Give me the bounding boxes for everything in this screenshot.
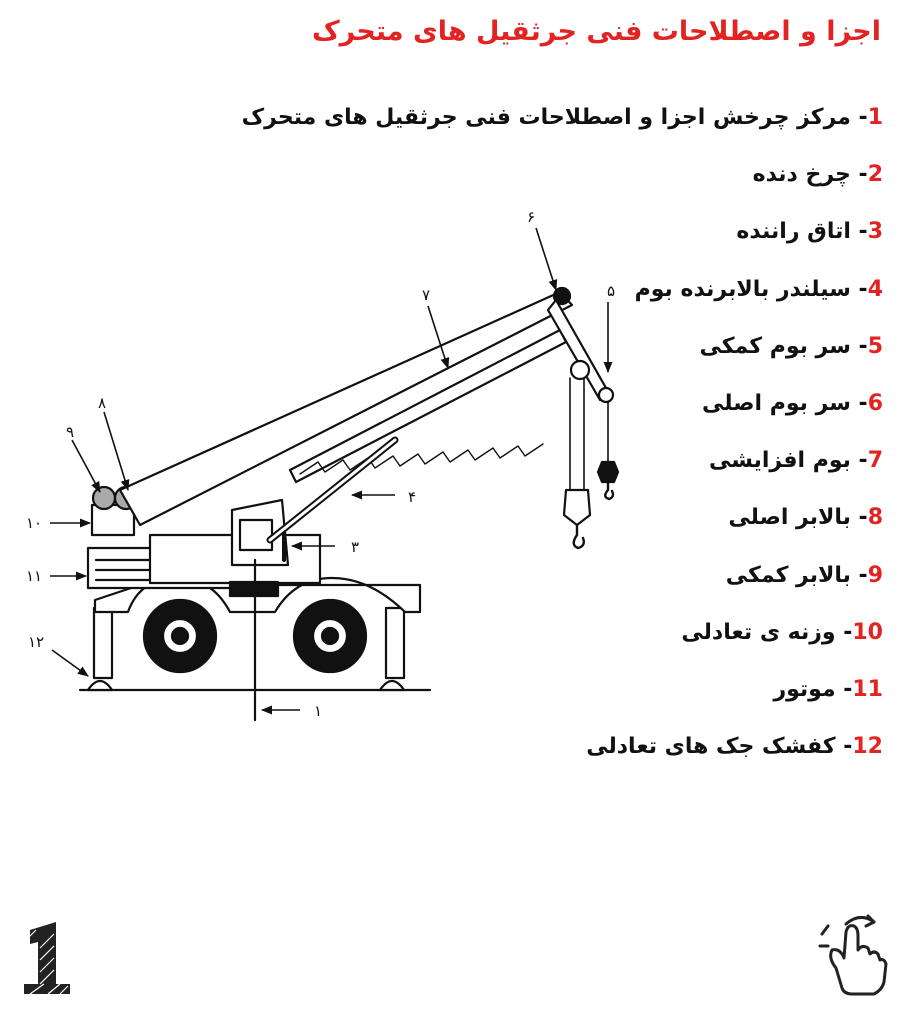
item-name: وزنه ی تعادلی bbox=[681, 619, 836, 645]
label-7: ۷ bbox=[421, 286, 431, 304]
page-number bbox=[16, 918, 86, 998]
outrigger-leg-right bbox=[386, 608, 404, 678]
auxiliary-hoist-drum bbox=[93, 487, 115, 509]
item-name: مرکز چرخش اجزا و اصطلاحات فنی جرثقیل های متحرک bbox=[241, 105, 851, 130]
item-number: 5 bbox=[867, 333, 883, 359]
label-8: ۸ bbox=[97, 394, 107, 412]
list-item: 2- چرخ دنده bbox=[752, 162, 883, 188]
label-6: ۶ bbox=[526, 208, 536, 226]
swipe-hand-icon bbox=[812, 910, 892, 1000]
label-12: ۱۲ bbox=[27, 633, 45, 651]
label-10: ۱۰ bbox=[25, 514, 43, 532]
label-1: ۱ bbox=[313, 702, 323, 720]
item-number: 8 bbox=[867, 505, 883, 531]
jib-head bbox=[548, 300, 610, 400]
item-number: 11 bbox=[852, 676, 883, 702]
outrigger-pad-left bbox=[88, 681, 112, 690]
list-item: 1- مرکز چرخش اجزا و اصطلاحات فنی جرثقیل های متحرک bbox=[241, 105, 883, 130]
auxiliary-hook-weight bbox=[598, 462, 618, 482]
main-boom bbox=[120, 292, 572, 525]
item-name: چرخ دنده bbox=[752, 162, 851, 188]
outrigger-pad-right bbox=[380, 681, 404, 690]
list-item: 4- سیلندر بالابرنده بوم bbox=[634, 276, 883, 302]
item-name: اتاق راننده bbox=[736, 219, 851, 245]
list-item: 8- بالابر اصلی bbox=[728, 505, 883, 531]
list-item: 6- سر بوم اصلی bbox=[702, 390, 883, 416]
item-number: 12 bbox=[852, 734, 883, 760]
label-3: ۳ bbox=[350, 538, 360, 556]
item-name: بوم افزایشی bbox=[708, 448, 851, 474]
item-number: 3 bbox=[867, 219, 883, 245]
item-number: 2 bbox=[867, 162, 883, 188]
item-number: 9 bbox=[867, 562, 883, 588]
list-item: 5- سر بوم کمکی bbox=[699, 333, 883, 359]
page-title: اجزا و اصطلاحات فنی جرثقیل های متحرک bbox=[311, 16, 881, 47]
item-number: 4 bbox=[867, 276, 883, 302]
list-item: 11- موتور bbox=[773, 676, 883, 702]
item-name: موتور bbox=[773, 676, 836, 702]
label-4: ۴ bbox=[407, 488, 417, 506]
item-number: 6 bbox=[867, 390, 883, 416]
item-name: سر بوم کمکی bbox=[699, 333, 851, 359]
list-item: 9- بالابر کمکی bbox=[725, 562, 883, 588]
item-name: سر بوم اصلی bbox=[702, 390, 851, 416]
list-item: 3- اتاق راننده bbox=[736, 219, 883, 245]
label-11: ۱۱ bbox=[25, 567, 43, 585]
list-item: 7- بوم افزایشی bbox=[708, 448, 883, 474]
item-number: 7 bbox=[867, 448, 883, 474]
item-number: 10 bbox=[852, 619, 883, 645]
item-name: سیلندر بالابرنده بوم bbox=[634, 276, 851, 302]
item-name: کفشک جک های تعادلی bbox=[586, 734, 836, 760]
outrigger-leg-left bbox=[94, 608, 112, 678]
item-name: بالابر اصلی bbox=[728, 505, 851, 531]
label-9: ۹ bbox=[65, 423, 75, 441]
item-name: بالابر کمکی bbox=[725, 562, 851, 588]
label-5: ۵ bbox=[606, 282, 616, 300]
main-hook-block bbox=[564, 490, 590, 525]
item-number: 1 bbox=[867, 105, 883, 130]
list-item: 12- کفشک جک های تعادلی bbox=[586, 734, 883, 760]
crane-diagram bbox=[0, 195, 650, 735]
list-item: 10- وزنه ی تعادلی bbox=[681, 619, 883, 645]
